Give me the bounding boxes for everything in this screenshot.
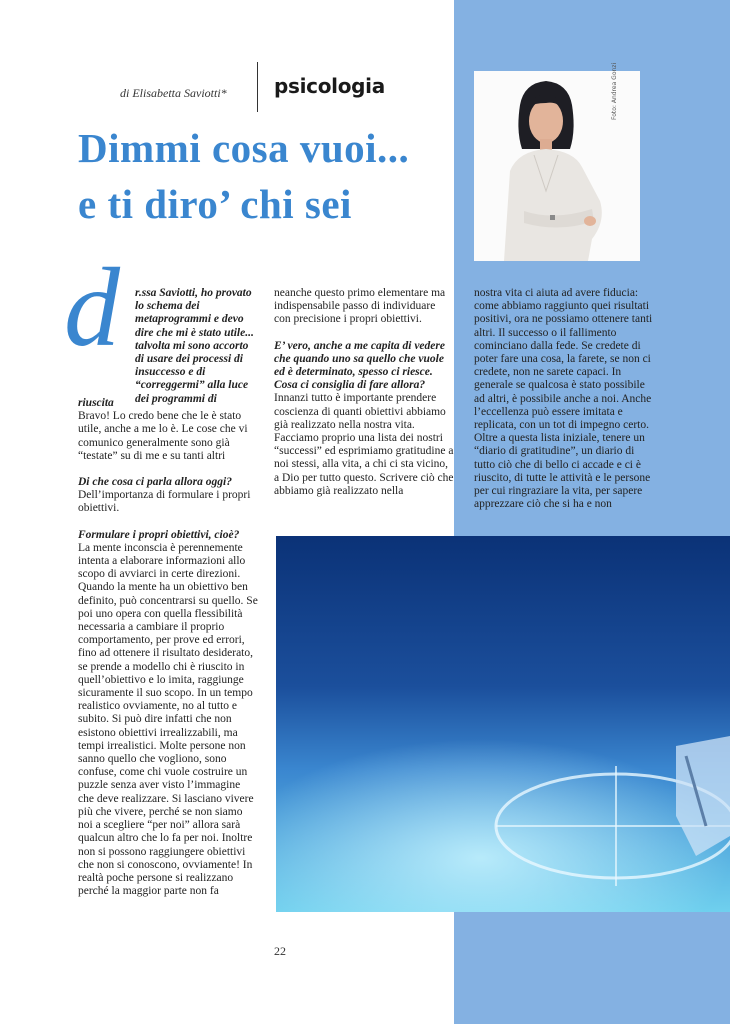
- answer-3: La mente inconscia è perennemente intenta a elaborare informazioni allo scopo di avviarci in certe direzioni. Quando la mente ha un obiettivo ben definito, può concentrarsi su quello. Se poi uno opera con quella flessibilità necessaria a cambiare il proprio comportamento, per prove ed errori, fino ad ottenere il risultato desiderato, se prende a modello chi è riuscito in quell’obiettivo e lo imita, raggiunge sicuramente il suo scopo. In un tempo realistico ovviamente, no al tutto e subito. Si può dire infatti che non esistono obiettivi irrealizzabili, ma tempi irrealistici. Molte persone non sanno quello che vogliono, sono confuse, come chi vuole costruire un puzzle senza aver visto l’immagine che deve realizzare. Si lasciano vivere più che vivere, perché se non siamo noi a scegliere “per noi” allora sarà qualcun altro che lo fa per noi. Inoltre non si possono raggiungere obiettivi che non si conoscono, ovviamente! In realtà poche persone si realizzano perché la maggior parte non fa: [78, 541, 258, 898]
- photo-credit: Foto: Andrea Gonzi: [611, 62, 618, 120]
- decorative-picture: [276, 536, 730, 912]
- abstract-blue-image: [276, 536, 730, 912]
- intro-question-end: riuscita: [78, 397, 114, 409]
- article-title: [78, 120, 409, 232]
- column-2: [274, 287, 454, 498]
- byline: di Elisabetta Saviotti*: [120, 86, 227, 100]
- intro-question-text: r.ssa Saviotti, ho provato lo schema dei metaprogrammi e devo dire che mi è stato utile... talvolta mi sono accorto di usare dei processi di insuccesso e di “correggermi” alla luce dei programmi di: [135, 287, 254, 405]
- column-2-opening: neanche questo primo elementare ma indispensabile passo di individuare con precisione i propri obiettivi.: [274, 287, 446, 326]
- title-line-2: e ti diro’ chi sei: [78, 181, 352, 227]
- column-3-text: nostra vita ci aiuta ad avere fiducia: come abbiamo raggiunto quei risultati positivi, ora ne possiamo ottenere tanti altri. Il successo o il fallimento cominciano dalla fede. Se credete di poter fare una cosa, la farete, se non ci credete, non ne sarete capaci. In generale se qualcosa è stato possibile ad altri, è possibile anche a noi. Anche l’eccellenza può essere imitata e replicata, con un tot di impegno certo. Oltre a questa lista iniziale, tenere un “diario di gratitudine”, un diario di tutto ciò che di bello ci accade e ci è riuscito, di tutte le attività e le persone per cui ringraziare la vita, per sapere apprezzare ciò che si ha e non: [474, 287, 653, 511]
- question-4: E’ vero, anche a me capita di vedere che quando uno sa quello che vuole ed è determinato, spesso ci riesce. Cosa ci consiglia di fare allora?: [274, 339, 445, 392]
- answer-2: Dell’importanza di formulare i propri obiettivi.: [78, 489, 251, 515]
- header-divider: [257, 62, 258, 112]
- answer-4: Innanzi tutto è importante prendere coscienza di quanti obiettivi abbiamo già realizzato nella nostra vita. Facciamo proprio una lista dei nostri “successi” ed esprimiamo gratitudine a noi stessi, alla vita, a chi ci sta vicino, a Dio per tutto questo. Scrivere ciò che abbiamo già realizzato nella: [274, 392, 454, 497]
- question-3: Formulare i propri obiettivi, cioè?: [78, 528, 240, 541]
- column-1: [78, 397, 258, 898]
- intro-question: [135, 287, 255, 406]
- question-2: Di che cosa ci parla allora oggi?: [78, 476, 232, 489]
- answer-1: Bravo! Lo credo bene che le è stato utile, anche a me lo è. Le cose che vi comunico generalmente sono già “testate” su di me e su tanti altri: [78, 410, 248, 462]
- title-line-1: Dimmi cosa vuoi...: [78, 125, 410, 171]
- section-label: psicologia: [274, 74, 385, 98]
- page-number: 22: [274, 944, 286, 958]
- column-3: [474, 287, 654, 511]
- drop-cap: d: [64, 246, 120, 370]
